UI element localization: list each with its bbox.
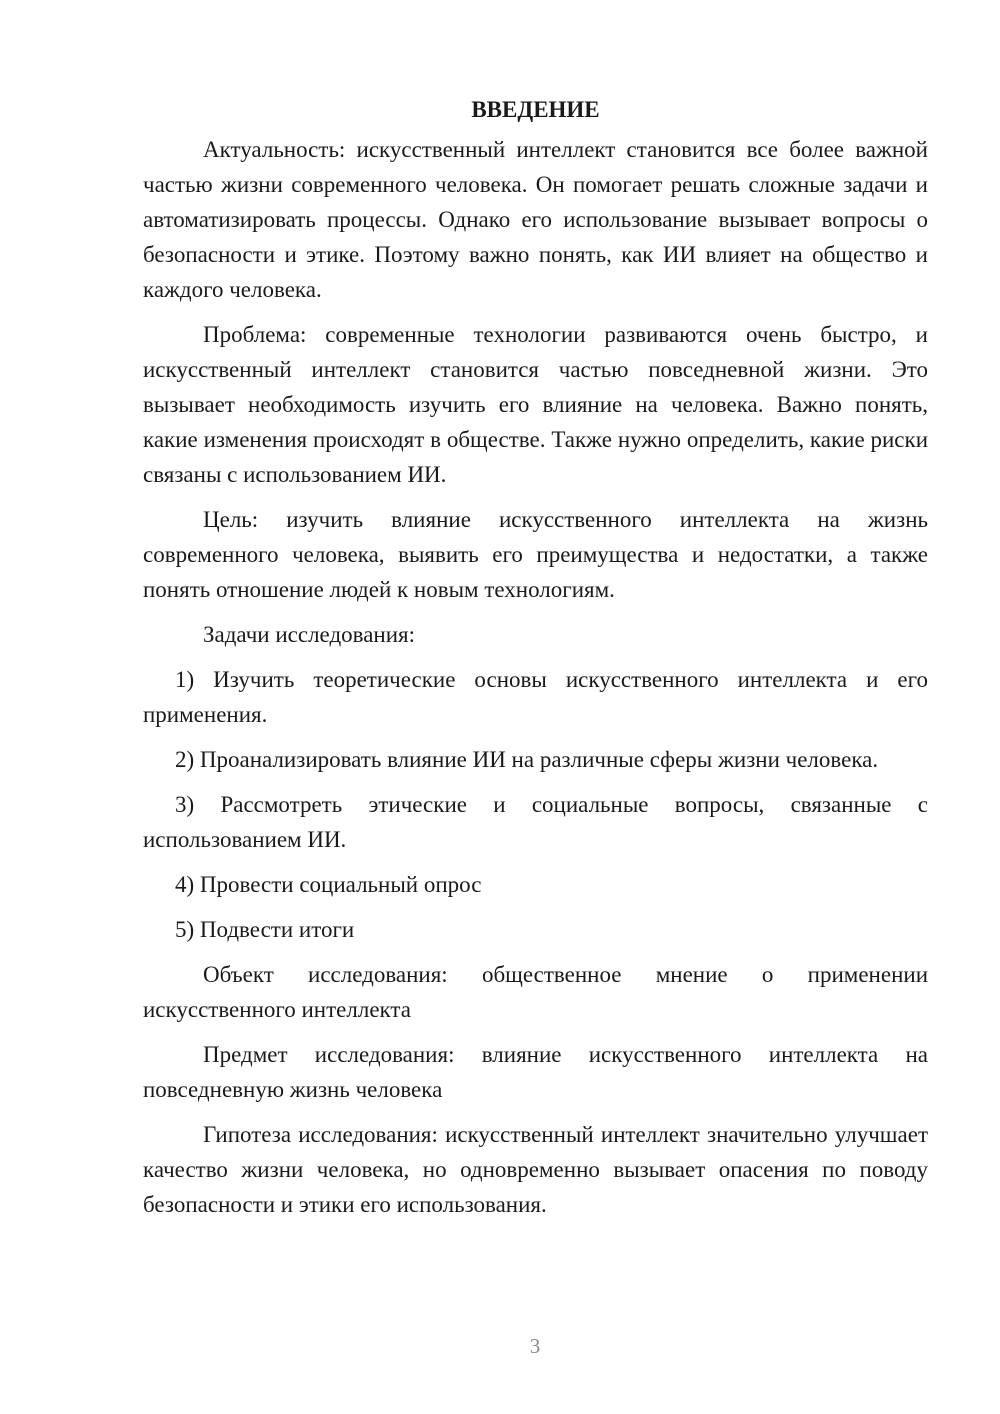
paragraph-hypothesis: Гипотеза исследования: искусственный интеллект значительно улучшает качество жизни человека, но одновременно вызывает опасения по поводу безопасности и этики его использования. bbox=[143, 1122, 928, 1217]
paragraph-subject: Предмет исследования: влияние искусственного интеллекта на повседневную жизнь человека bbox=[143, 1042, 928, 1102]
document-body bbox=[143, 92, 928, 1232]
section-title: ВВЕДЕНИЕ bbox=[471, 97, 600, 122]
task-item-4: 4) Провести социальный опрос bbox=[175, 872, 482, 897]
task-item-2: 2) Проанализировать влияние ИИ на различные сферы жизни человека. bbox=[175, 747, 879, 772]
paragraph-problem: Проблема: современные технологии развиваются очень быстро, и искусственный интеллект становится частью повседневной жизни. Это вызывает необходимость изучить его влияние на человека. Важно понять, какие изменения происходят в обществе. Также нужно определить, какие риски связаны с использованием ИИ. bbox=[143, 322, 928, 487]
task-item-3: 3) Рассмотреть этические и социальные вопросы, связанные с использованием ИИ. bbox=[143, 792, 928, 852]
task-item-5: 5) Подвести итоги bbox=[175, 917, 355, 942]
task-item-1: 1) Изучить теоретические основы искусственного интеллекта и его применения. bbox=[143, 667, 928, 727]
paragraph-relevance: Актуальность: искусственный интеллект становится все более важной частью жизни современного человека. Он помогает решать сложные задачи и автоматизировать процессы. Однако его использование вызывает вопросы о безопасности и этике. Поэтому важно понять, как ИИ влияет на общество и каждого человека. bbox=[143, 137, 928, 302]
tasks-heading: Задачи исследования: bbox=[203, 622, 416, 647]
paragraph-object: Объект исследования: общественное мнение о применении искусственного интеллекта bbox=[143, 962, 928, 1022]
page-number: 3 bbox=[529, 1334, 541, 1358]
paragraph-goal: Цель: изучить влияние искусственного интеллекта на жизнь современного человека, выявить его преимущества и недостатки, а также понять отношение людей к новым технологиям. bbox=[143, 507, 928, 602]
